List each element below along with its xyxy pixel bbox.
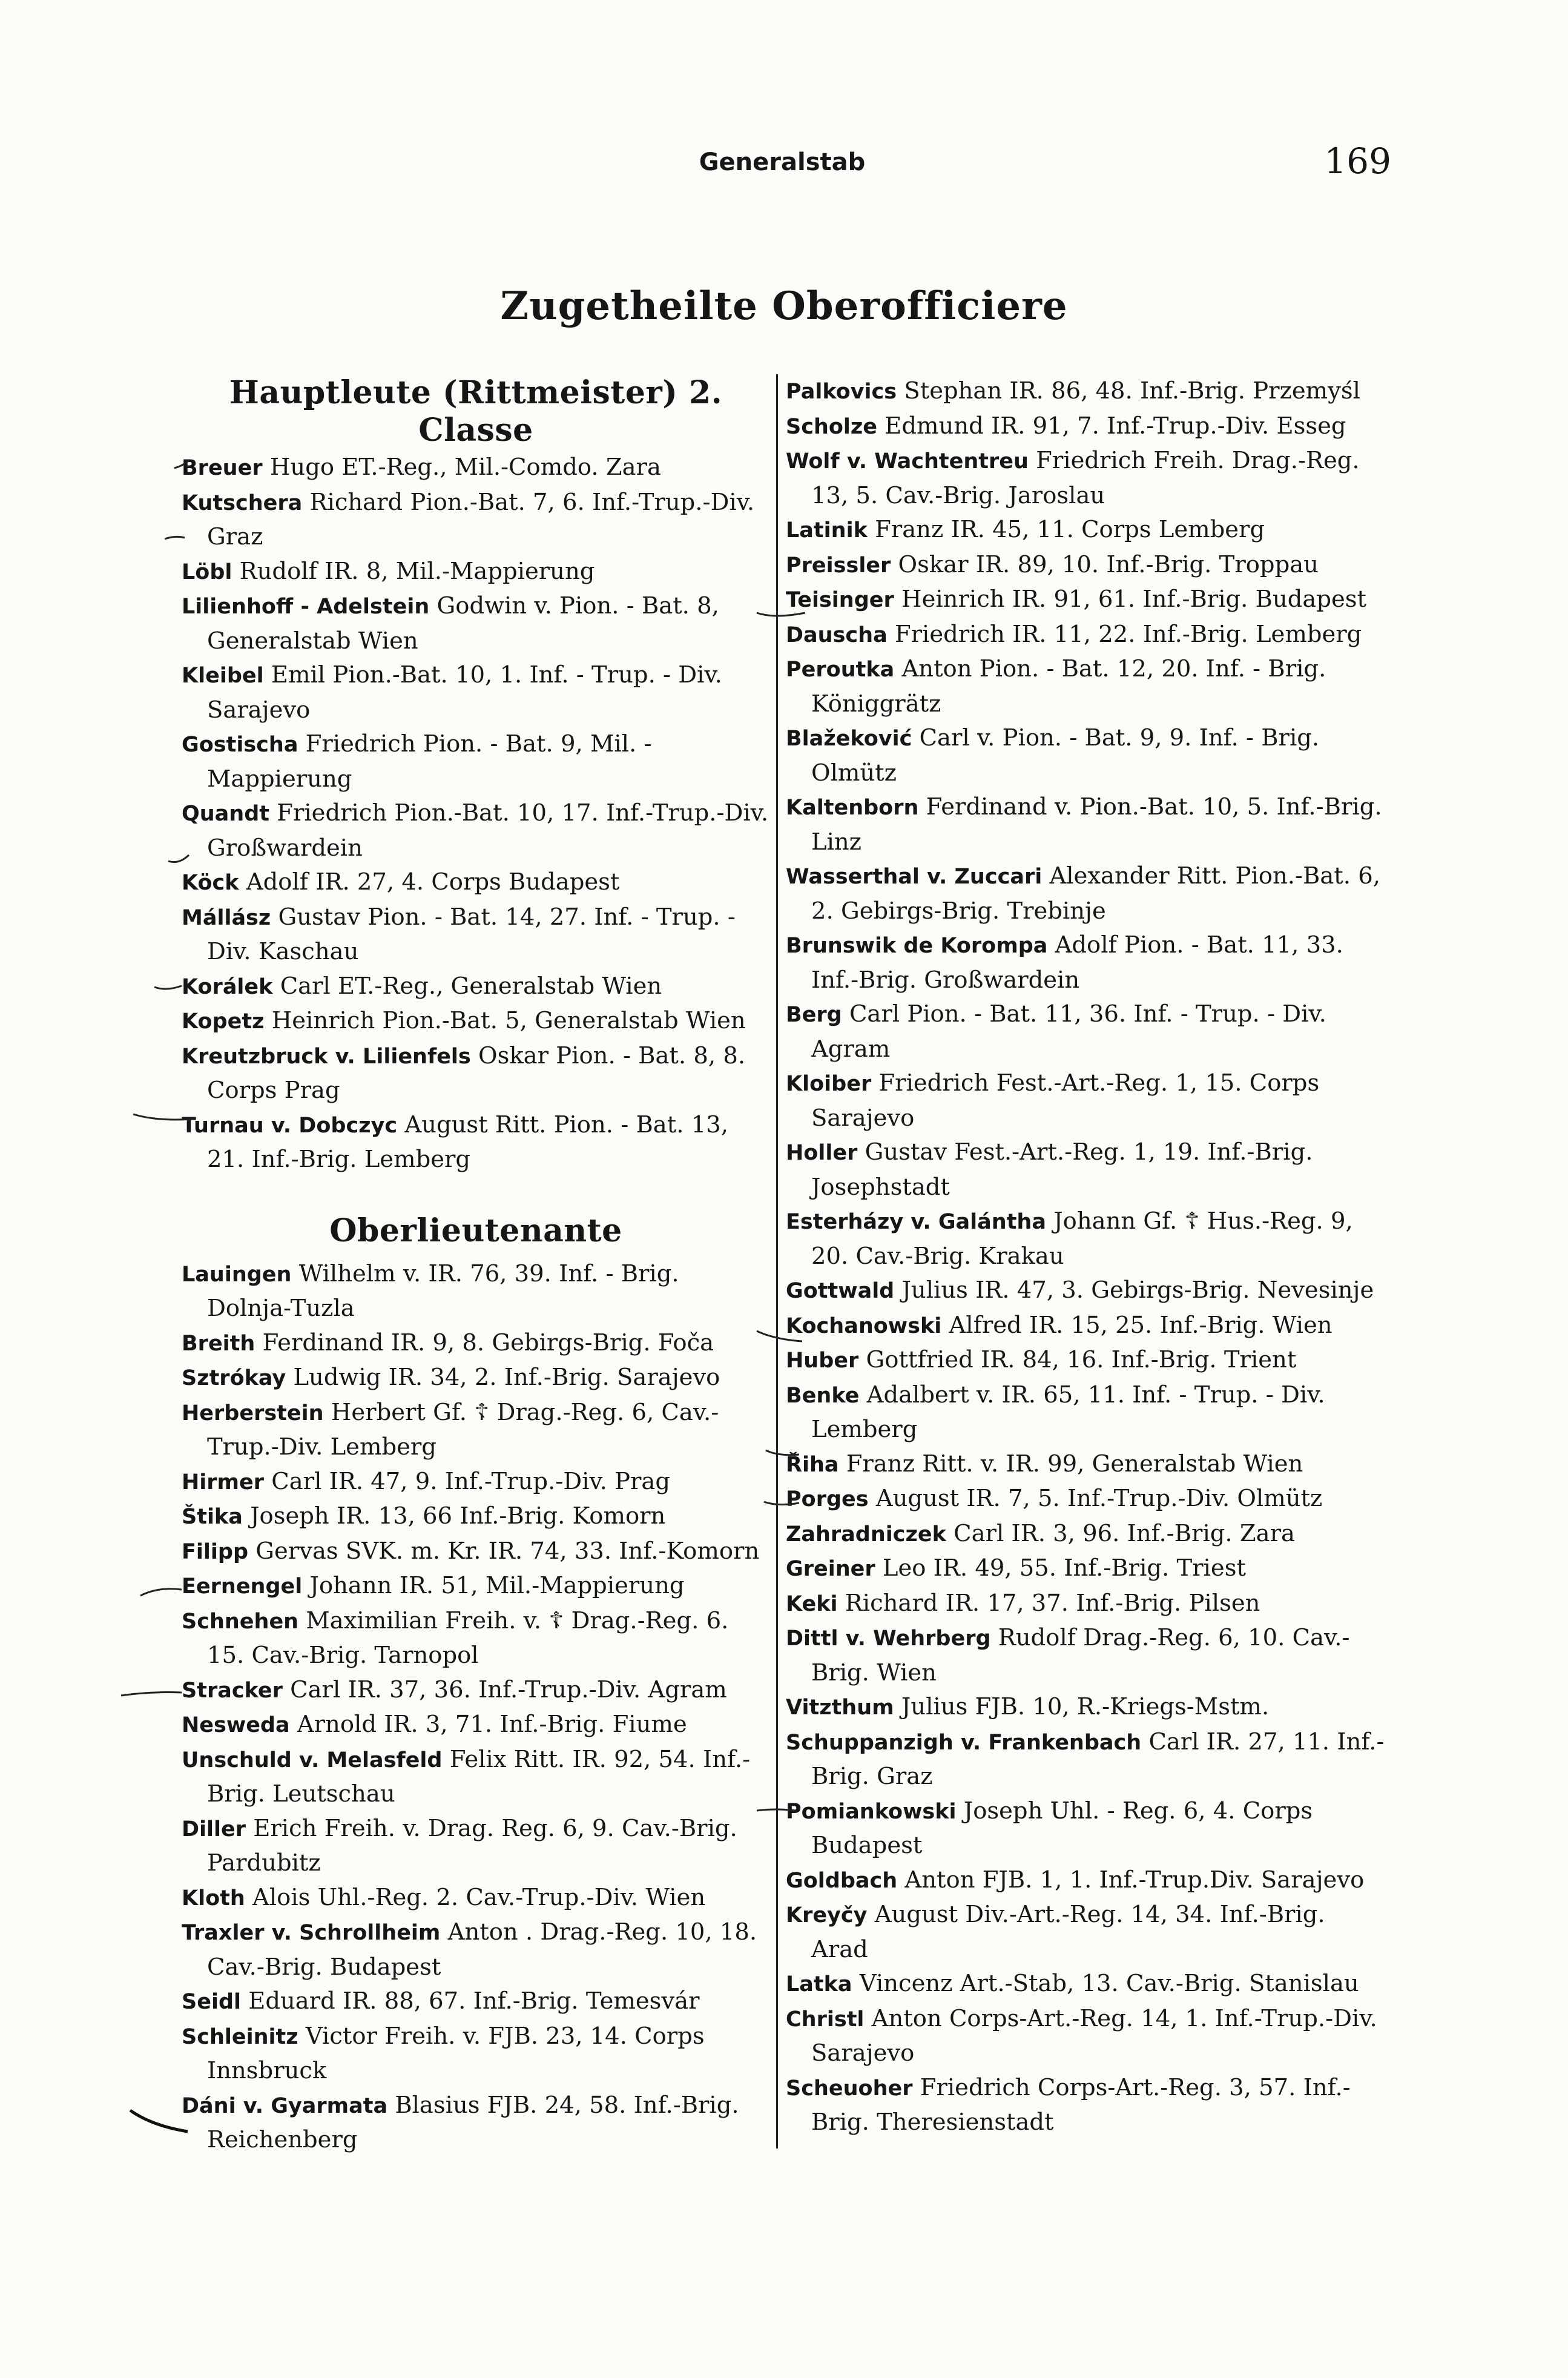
officer-surname: Turnau v. Dobczyc — [182, 1113, 398, 1138]
list-item — [182, 727, 770, 796]
officer-surname: Schuppanzigh v. Frankenbach — [786, 1730, 1142, 1755]
officer-details: Friedrich Fest.-Art.-Reg. 1, 15. Corps Sarajevo — [811, 1069, 1320, 1132]
officer-surname: Scholze — [786, 414, 878, 439]
officer-surname: Wasserthal v. Zuccari — [786, 865, 1043, 889]
officer-surname: Hirmer — [182, 1470, 265, 1495]
page-number: 169 — [1324, 140, 1391, 182]
list-item — [786, 2071, 1385, 2140]
officer-details: Richard IR. 17, 37. Inf.-Brig. Pilsen — [837, 1589, 1260, 1617]
oberlieutenante-list-continued — [786, 374, 1385, 2140]
pen-mark — [121, 1693, 182, 1696]
list-item — [182, 1569, 770, 1604]
list-item — [786, 1587, 1385, 1622]
officer-surname: Blažeković — [786, 727, 912, 751]
list-item — [786, 1204, 1385, 1273]
oberlieutenante-list — [182, 1257, 770, 2158]
officer-details: Edmund IR. 91, 7. Inf.-Trup.-Div. Esseg — [877, 412, 1346, 440]
officer-surname: Štika — [182, 1505, 243, 1529]
officer-details: Heinrich IR. 91, 61. Inf.-Brig. Budapest — [894, 586, 1366, 613]
officer-details: Franz IR. 45, 11. Corps Lemberg — [867, 516, 1265, 543]
officer-surname: Breith — [182, 1331, 255, 1356]
officer-details: Alexander Ritt. Pion.-Bat. 6, 2. Gebirgs-Brig. Trebinje — [811, 862, 1380, 925]
officer-surname: Kloth — [182, 1886, 245, 1911]
page-title: Zugetheilte Oberofficiere — [500, 283, 1068, 329]
officer-details: Stephan IR. 86, 48. Inf.-Brig. Przemyśl — [897, 377, 1360, 405]
officer-details: Friedrich Freih. Drag.-Reg. 13, 5. Cav.-Brig. Jaroslau — [811, 447, 1360, 509]
list-item — [786, 1343, 1385, 1378]
officer-details: Blasius FJB. 24, 58. Inf.-Brig. Reichenberg — [207, 2091, 739, 2153]
officer-surname: Keki — [786, 1591, 838, 1616]
officer-surname: Nesweda — [182, 1713, 290, 1737]
officer-details: August Div.-Art.-Reg. 14, 34. Inf.-Brig. Arad — [811, 1901, 1325, 1963]
officer-surname: Unschuld v. Melasfeld — [182, 1748, 443, 1772]
list-item — [786, 1967, 1385, 2002]
officer-surname: Kleibel — [182, 664, 264, 688]
running-header: Generalstab — [699, 148, 866, 176]
officer-surname: Dittl v. Wehrberg — [786, 1627, 991, 1651]
officer-surname: Esterházy v. Galántha — [786, 1210, 1046, 1234]
list-item — [182, 1326, 770, 1361]
officer-surname: Berg — [786, 1003, 842, 1027]
officer-details: Rudolf Drag.-Reg. 6, 10. Cav.-Brig. Wien — [811, 1624, 1350, 1686]
officer-details: Vincenz Art.-Stab, 13. Cav.-Brig. Stanislau — [852, 1970, 1359, 1997]
list-item — [182, 2020, 770, 2089]
list-item — [786, 1621, 1385, 1690]
list-item — [786, 721, 1385, 790]
officer-details: Joseph Uhl. - Reg. 6, 4. Corps Budapest — [811, 1797, 1313, 1859]
list-item — [786, 997, 1385, 1066]
pen-mark — [154, 986, 182, 989]
officer-details: Alfred IR. 15, 25. Inf.-Brig. Wien — [941, 1311, 1332, 1339]
officer-surname: Christl — [786, 2007, 865, 2032]
officer-details: Carl IR. 47, 9. Inf.-Trup.-Div. Prag — [264, 1467, 671, 1495]
officer-surname: Seidl — [182, 1990, 241, 2014]
officer-details: Gustav Pion. - Bat. 14, 27. Inf. - Trup. - Div. Kaschau — [207, 903, 736, 965]
officer-details: Anton Corps-Art.-Reg. 14, 1. Inf.-Trup.-Div. Sarajevo — [811, 2004, 1377, 2067]
list-item — [786, 928, 1385, 997]
officer-surname: Kreyčy — [786, 1903, 868, 1927]
list-item — [182, 555, 770, 590]
officer-details: August IR. 7, 5. Inf.-Trup.-Div. Olmütz — [868, 1485, 1323, 1512]
officer-details: Johann Gf. ☦ Hus.-Reg. 9, 20. Cav.-Brig. Krakau — [811, 1207, 1353, 1270]
officer-surname: Eernengel — [182, 1574, 303, 1599]
hauptleute-list — [182, 451, 770, 1177]
list-item — [182, 1004, 770, 1039]
officer-surname: Dáni v. Gyarmata — [182, 2093, 388, 2118]
officer-details: Leo IR. 49, 55. Inf.-Brig. Triest — [875, 1554, 1246, 1582]
list-item — [786, 1517, 1385, 1552]
officer-surname: Teisinger — [786, 588, 894, 612]
list-item — [786, 409, 1385, 444]
officer-surname: Pomiankowski — [786, 1799, 957, 1824]
officer-details: Carl ET.-Reg., Generalstab Wien — [272, 972, 662, 1000]
list-item — [786, 790, 1385, 859]
officer-details: Ferdinand v. Pion.-Bat. 10, 5. Inf.-Brig. Linz — [811, 793, 1382, 856]
officer-details: Carl IR. 37, 36. Inf.-Trup.-Div. Agram — [282, 1676, 727, 1703]
officer-details: Ferdinand IR. 9, 8. Gebirgs-Brig. Foča — [255, 1329, 714, 1356]
officer-details: Friedrich IR. 11, 22. Inf.-Brig. Lemberg — [887, 620, 1362, 648]
officer-surname: Schleinitz — [182, 2024, 298, 2049]
list-item — [786, 1551, 1385, 1587]
officer-surname: Kloiber — [786, 1072, 872, 1096]
officer-surname: Vitzthum — [786, 1696, 894, 1720]
officer-surname: Breuer — [182, 456, 263, 480]
list-item — [786, 618, 1385, 653]
list-item — [786, 859, 1385, 928]
officer-surname: Gostischa — [182, 733, 298, 757]
list-item — [786, 548, 1385, 583]
officer-surname: Holler — [786, 1141, 858, 1165]
list-item — [182, 1743, 770, 1812]
column-divider — [776, 374, 778, 2148]
officer-details: Ludwig IR. 34, 2. Inf.-Brig. Sarajevo — [286, 1364, 720, 1391]
officer-details: Friedrich Pion.-Bat. 10, 17. Inf.-Trup.-Div. Großwardein — [207, 799, 769, 862]
officer-surname: Gottwald — [786, 1279, 895, 1303]
officer-details: Carl v. Pion. - Bat. 9, 9. Inf. - Brig. Olmütz — [811, 724, 1320, 787]
officer-details: Maximilian Freih. v. ☦ Drag.-Reg. 6. 15. Cav.-Brig. Tarnopol — [207, 1607, 729, 1669]
list-item — [786, 1066, 1385, 1135]
officer-surname: Sztrókay — [182, 1366, 286, 1390]
officer-details: Adolf IR. 27, 4. Corps Budapest — [239, 868, 620, 896]
list-item — [786, 1794, 1385, 1863]
officer-details: Erich Freih. v. Drag. Reg. 6, 9. Cav.-Brig. Pardubitz — [207, 1814, 737, 1877]
list-item — [786, 2002, 1385, 2071]
list-item — [786, 583, 1385, 618]
officer-details: Anton . Drag.-Reg. 10, 18. Cav.-Brig. Budapest — [207, 1918, 757, 1981]
officer-details: Franz Ritt. v. IR. 99, Generalstab Wien — [838, 1450, 1303, 1478]
list-item — [182, 1396, 770, 1465]
list-item — [786, 1863, 1385, 1898]
officer-surname: Kaltenborn — [786, 796, 919, 820]
officer-surname: Kutschera — [182, 490, 303, 515]
officer-surname: Kopetz — [182, 1009, 265, 1034]
list-item — [182, 1881, 770, 1916]
list-item — [182, 486, 770, 555]
list-item — [182, 1257, 770, 1326]
list-item — [182, 658, 770, 727]
officer-surname: Filipp — [182, 1539, 249, 1564]
officer-details: Adolf Pion. - Bat. 11, 33. Inf.-Brig. Großwardein — [811, 931, 1343, 994]
list-item — [786, 1135, 1385, 1204]
list-item — [182, 1708, 770, 1743]
list-item — [182, 1499, 770, 1534]
list-item — [182, 865, 770, 900]
list-item — [182, 1361, 770, 1396]
list-item — [182, 900, 770, 969]
list-item — [786, 1725, 1385, 1794]
officer-surname: Řiha — [786, 1452, 839, 1477]
officer-details: Hugo ET.-Reg., Mil.-Comdo. Zara — [262, 454, 661, 481]
officer-surname: Peroutka — [786, 658, 895, 682]
officer-details: Friedrich Corps-Art.-Reg. 3, 57. Inf.-Brig. Theresienstadt — [811, 2073, 1351, 2136]
officer-details: Gervas SVK. m. Kr. IR. 74, 33. Inf.-Komorn — [248, 1537, 760, 1565]
officer-surname: Zahradniczek — [786, 1522, 946, 1547]
officer-surname: Goldbach — [786, 1868, 898, 1893]
officer-surname: Herberstein — [182, 1401, 324, 1425]
officer-surname: Dauscha — [786, 623, 888, 647]
officer-details: Julius IR. 47, 3. Gebirgs-Brig. Nevesinje — [894, 1277, 1374, 1304]
officer-details: Wilhelm v. IR. 76, 39. Inf. - Brig. Dolnja-Tuzla — [207, 1260, 679, 1322]
officer-details: Anton FJB. 1, 1. Inf.-Trup.Div. Sarajevo — [897, 1866, 1365, 1894]
officer-surname: Quandt — [182, 802, 269, 826]
officer-details: Anton Pion. - Bat. 12, 20. Inf. - Brig. Königgrätz — [811, 655, 1326, 718]
officer-surname: Lauingen — [182, 1262, 292, 1287]
officer-surname: Löbl — [182, 560, 232, 584]
list-item — [182, 796, 770, 865]
officer-surname: Huber — [786, 1349, 859, 1373]
list-item — [182, 1812, 770, 1881]
list-item — [786, 1309, 1385, 1344]
officer-details: Johann IR. 51, Mil.-Mappierung — [302, 1572, 685, 1599]
officer-surname: Schnehen — [182, 1609, 299, 1634]
left-column — [182, 374, 770, 2158]
officer-surname: Köck — [182, 871, 239, 895]
officer-surname: Preissler — [786, 553, 891, 578]
officer-surname: Greiner — [786, 1557, 875, 1581]
list-item — [182, 1673, 770, 1708]
officer-details: Adalbert v. IR. 65, 11. Inf. - Trup. - Div. Lemberg — [811, 1381, 1325, 1443]
officer-details: Victor Freih. v. FJB. 23, 14. Corps Innsbruck — [207, 2022, 705, 2084]
officer-details: Julius FJB. 10, R.-Kriegs-Mstm. — [894, 1693, 1270, 1720]
list-item — [786, 1898, 1385, 1967]
list-item — [182, 1108, 770, 1177]
list-item — [786, 1447, 1385, 1482]
officer-details: Richard Pion.-Bat. 7, 6. Inf.-Trup.-Div. Graz — [207, 488, 755, 550]
officer-surname: Korálek — [182, 974, 273, 999]
list-item — [786, 374, 1385, 409]
officer-surname: Latinik — [786, 518, 868, 543]
officer-surname: Kreutzbruck v. Lilienfels — [182, 1044, 471, 1069]
officer-details: Gustav Fest.-Art.-Reg. 1, 19. Inf.-Brig. Josephstadt — [811, 1138, 1313, 1201]
officer-details: Godwin v. Pion. - Bat. 8, Generalstab Wien — [207, 592, 719, 655]
officer-details: Oskar Pion. - Bat. 8, 8. Corps Prag — [207, 1042, 746, 1104]
officer-details: Herbert Gf. ☦ Drag.-Reg. 6, Cav.-Trup.-Div. Lemberg — [207, 1398, 719, 1461]
list-item — [786, 1482, 1385, 1517]
list-item — [182, 969, 770, 1005]
officer-details: Arnold IR. 3, 71. Inf.-Brig. Fiume — [289, 1711, 687, 1738]
officer-surname: Palkovics — [786, 380, 897, 404]
list-item — [786, 444, 1385, 513]
section-heading-hauptleute: Hauptleute (Rittmeister) 2. Classe — [229, 374, 723, 449]
officer-details: Joseph IR. 13, 66 Inf.-Brig. Komorn — [242, 1502, 666, 1530]
officer-surname: Brunswik de Korompa — [786, 934, 1048, 958]
list-item — [182, 451, 770, 486]
officer-surname: Diller — [182, 1817, 246, 1841]
officer-details: Felix Ritt. IR. 92, 54. Inf.-Brig. Leutschau — [207, 1745, 751, 1808]
officer-details: August Ritt. Pion. - Bat. 13, 21. Inf.-Brig. Lemberg — [207, 1111, 728, 1173]
officer-details: Emil Pion.-Bat. 10, 1. Inf. - Trup. - Div. Sarajevo — [207, 661, 722, 724]
list-item — [182, 1039, 770, 1108]
officer-details: Carl IR. 27, 11. Inf.-Brig. Graz — [811, 1728, 1385, 1790]
officer-surname: Kochanowski — [786, 1313, 942, 1338]
officer-surname: Porges — [786, 1487, 869, 1511]
officer-details: Oskar IR. 89, 10. Inf.-Brig. Troppau — [891, 550, 1319, 578]
list-item — [786, 1690, 1385, 1725]
list-item — [182, 1915, 770, 1984]
list-item — [182, 2089, 770, 2158]
list-item — [786, 1273, 1385, 1309]
officer-details: Friedrich Pion. - Bat. 9, Mil. - Mappierung — [207, 730, 652, 793]
list-item — [182, 1984, 770, 2020]
officer-details: Gottfried IR. 84, 16. Inf.-Brig. Trient — [858, 1346, 1297, 1373]
pen-mark — [130, 2110, 188, 2132]
officer-surname: Wolf v. Wachtentreu — [786, 449, 1029, 474]
officer-surname: Scheuoher — [786, 2076, 913, 2101]
officer-details: Eduard IR. 88, 67. Inf.-Brig. Temesvár — [241, 1987, 700, 2015]
officer-surname: Benke — [786, 1383, 860, 1408]
officer-surname: Stracker — [182, 1678, 283, 1703]
officer-details: Carl Pion. - Bat. 11, 36. Inf. - Trup. - Div. Agram — [811, 1000, 1326, 1063]
officer-details: Carl IR. 3, 96. Inf.-Brig. Zara — [946, 1519, 1295, 1547]
list-item — [786, 652, 1385, 721]
list-item — [182, 1465, 770, 1500]
list-item — [786, 513, 1385, 548]
section-heading-oberlieutenante: Oberlieutenante — [329, 1212, 622, 1249]
list-item — [182, 1534, 770, 1570]
officer-details: Heinrich Pion.-Bat. 5, Generalstab Wien — [264, 1007, 746, 1034]
list-item — [786, 1378, 1385, 1447]
pen-mark — [140, 1589, 182, 1596]
list-item — [182, 1604, 770, 1673]
officer-surname: Mállász — [182, 905, 271, 930]
list-item — [182, 589, 770, 658]
officer-details: Alois Uhl.-Reg. 2. Cav.-Trup.-Div. Wien — [245, 1883, 706, 1911]
officer-surname: Traxler v. Schrollheim — [182, 1921, 441, 1945]
right-column — [786, 374, 1385, 2140]
officer-surname: Latka — [786, 1972, 852, 1997]
officer-details: Rudolf IR. 8, Mil.-Mappierung — [232, 557, 595, 585]
officer-surname: Lilienhoff - Adelstein — [182, 595, 430, 619]
